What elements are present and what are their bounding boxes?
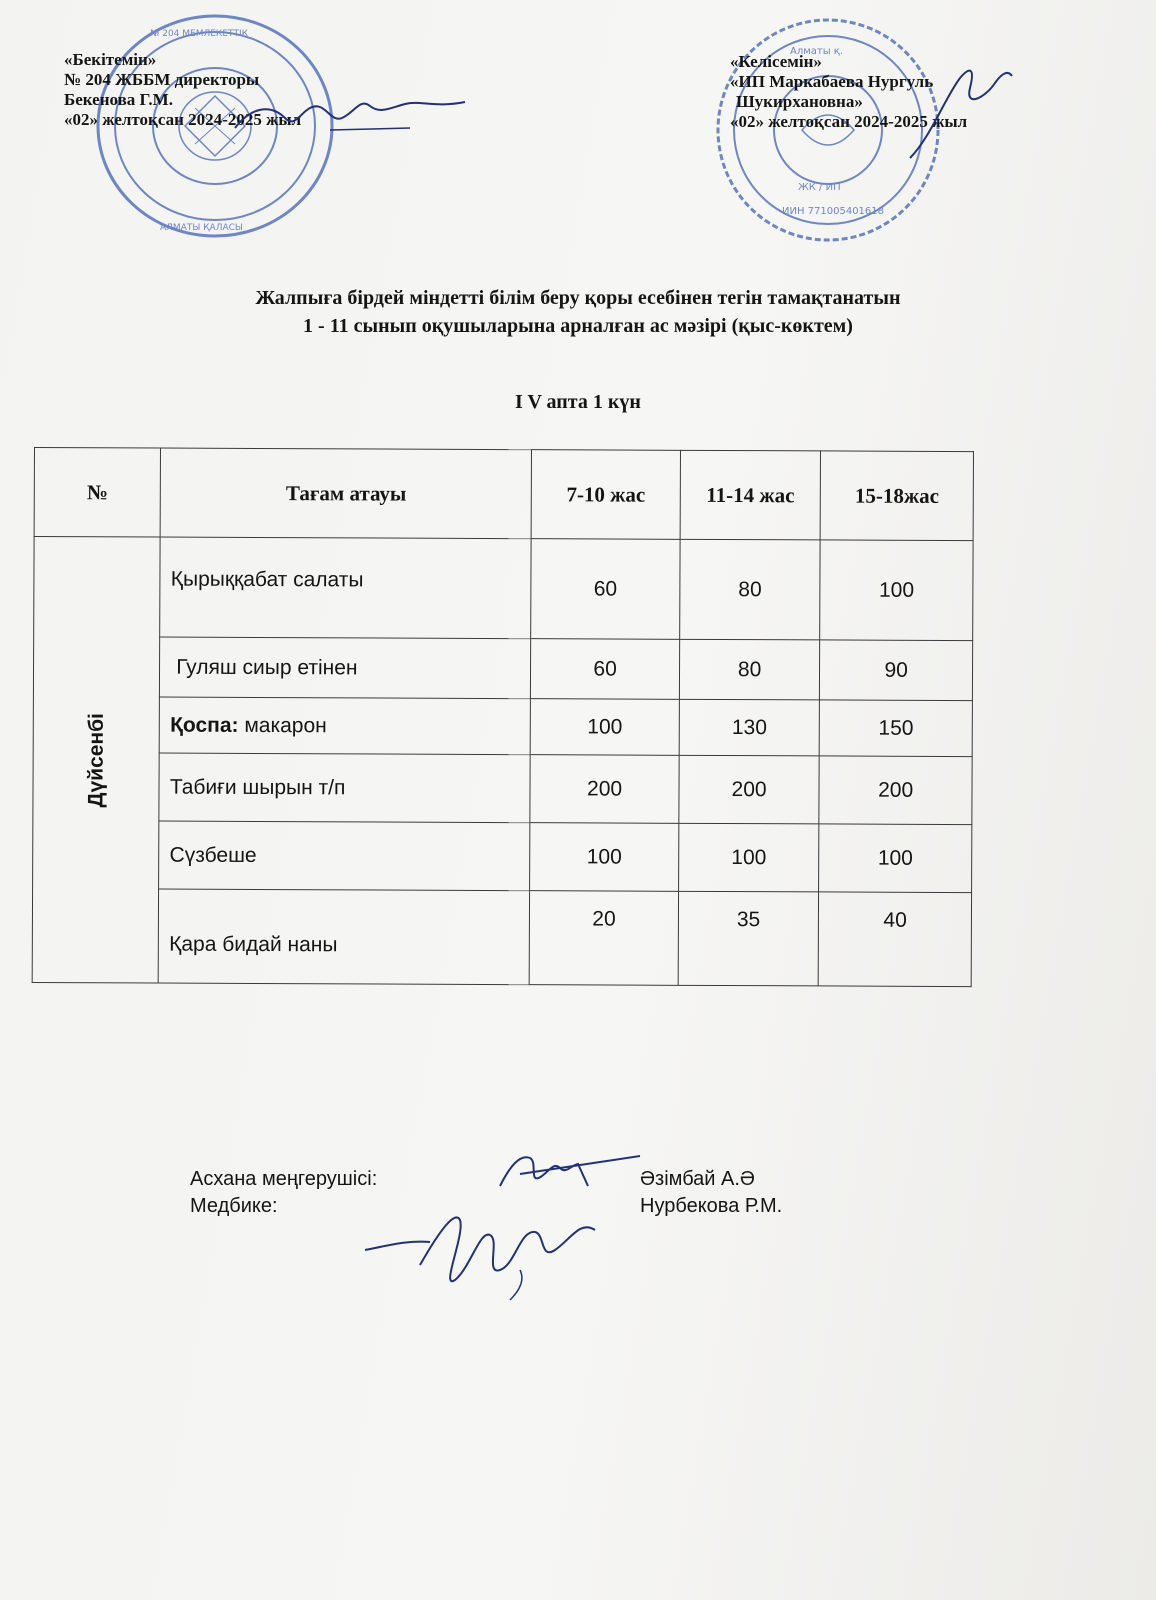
table-row — [34, 537, 973, 641]
approval-line-3: Бекенова Г.М. — [64, 90, 173, 109]
portion-11-14: 80 — [679, 639, 820, 700]
day-label: Дүйсенбі — [84, 712, 108, 808]
nurse-signature — [360, 1190, 610, 1310]
cafeteria-manager-role: Асхана меңгерушісі: — [190, 1168, 378, 1190]
vendor-signature — [900, 58, 1020, 168]
portion-7-10: 60 — [531, 639, 680, 700]
week-day-label: I V апта 1 күн — [515, 391, 641, 413]
header-age-7-10: 7-10 жас — [531, 450, 680, 540]
header-dish-name: Тағам атауы — [160, 448, 531, 539]
portion-11-14: 130 — [679, 699, 820, 756]
portion-11-14: 100 — [678, 823, 819, 892]
table-row — [33, 696, 972, 756]
director-signature — [230, 88, 470, 148]
approval-line-4: «02» желтоқсан 2024-2025 жыл — [64, 110, 302, 129]
nurse-name: Нурбекова Р.М. — [640, 1195, 783, 1217]
dish-name: Сүзбеше — [159, 821, 530, 891]
portion-7-10: 20 — [529, 891, 678, 986]
table-row — [33, 752, 972, 824]
dish-name: Гуляш сиыр етінен — [160, 637, 531, 699]
portion-7-10: 200 — [530, 755, 679, 824]
title-line-1: Жалпыға бірдей міндетті білім беру қоры есебінен тегін тамақтанатын — [255, 287, 901, 309]
dish-prefix: Қоспа: — [170, 713, 239, 737]
approval-line-2: № 204 ЖББМ директоры — [64, 70, 260, 89]
portion-15-18: 40 — [818, 892, 971, 987]
svg-text:Алматы қ.: Алматы қ. — [790, 46, 844, 57]
header-number: № — [34, 448, 161, 538]
agreement-line-1: «Келісемін» — [730, 52, 822, 71]
svg-text:АЛМАТЫ ҚАЛАСЫ: АЛМАТЫ ҚАЛАСЫ — [160, 223, 243, 233]
table-row — [33, 637, 972, 701]
svg-text:ИИН 771005401618: ИИН 771005401618 — [782, 206, 885, 217]
portion-11-14: 200 — [679, 755, 820, 824]
agreement-line-3: Шукирхановна» — [736, 92, 863, 111]
portion-15-18: 100 — [820, 540, 973, 641]
agreement-line-2: «ИП Маркабаева Нургуль — [730, 72, 934, 91]
table-row — [32, 888, 971, 986]
dish-text: макарон — [238, 713, 327, 737]
portion-11-14: 35 — [678, 891, 819, 986]
portion-15-18: 200 — [819, 756, 972, 825]
agreement-line-4: «02» желтоқсан 2024-2025 жыл — [730, 112, 968, 131]
dish-name — [160, 697, 531, 755]
dish-name: Табиғи шырын т/п — [159, 753, 530, 823]
header-age-15-18: 15-18жас — [820, 451, 973, 541]
portion-7-10: 100 — [530, 699, 679, 756]
title-line-2: 1 - 11 сынып оқушыларына арналған ас мәзірі (қыс-көктем) — [303, 315, 853, 337]
portion-15-18: 100 — [819, 824, 972, 893]
day-cell — [32, 537, 160, 984]
page-title — [0, 284, 1156, 340]
approval-line-1: «Бекітемін» — [64, 50, 157, 69]
menu-table — [32, 447, 974, 987]
cafeteria-manager-name: Әзімбай А.Ә — [640, 1168, 755, 1190]
portion-15-18: 90 — [820, 640, 973, 701]
header-age-11-14: 11-14 жас — [680, 450, 821, 540]
svg-text:ЖК / ИП: ЖК / ИП — [798, 182, 841, 193]
portion-7-10: 100 — [530, 823, 679, 892]
dish-name: Қара бидай наны — [159, 889, 530, 985]
table-header-row — [34, 448, 973, 541]
portion-11-14: 80 — [680, 539, 821, 640]
svg-text:№ 204 МЕМЛЕКЕТТІК: № 204 МЕМЛЕКЕТТІК — [150, 29, 249, 39]
nurse-role: Медбике: — [190, 1195, 278, 1217]
portion-15-18: 150 — [820, 700, 973, 757]
portion-7-10: 60 — [531, 539, 680, 640]
dish-name: Қырыққабат салаты — [160, 537, 531, 639]
table-row — [33, 820, 972, 892]
